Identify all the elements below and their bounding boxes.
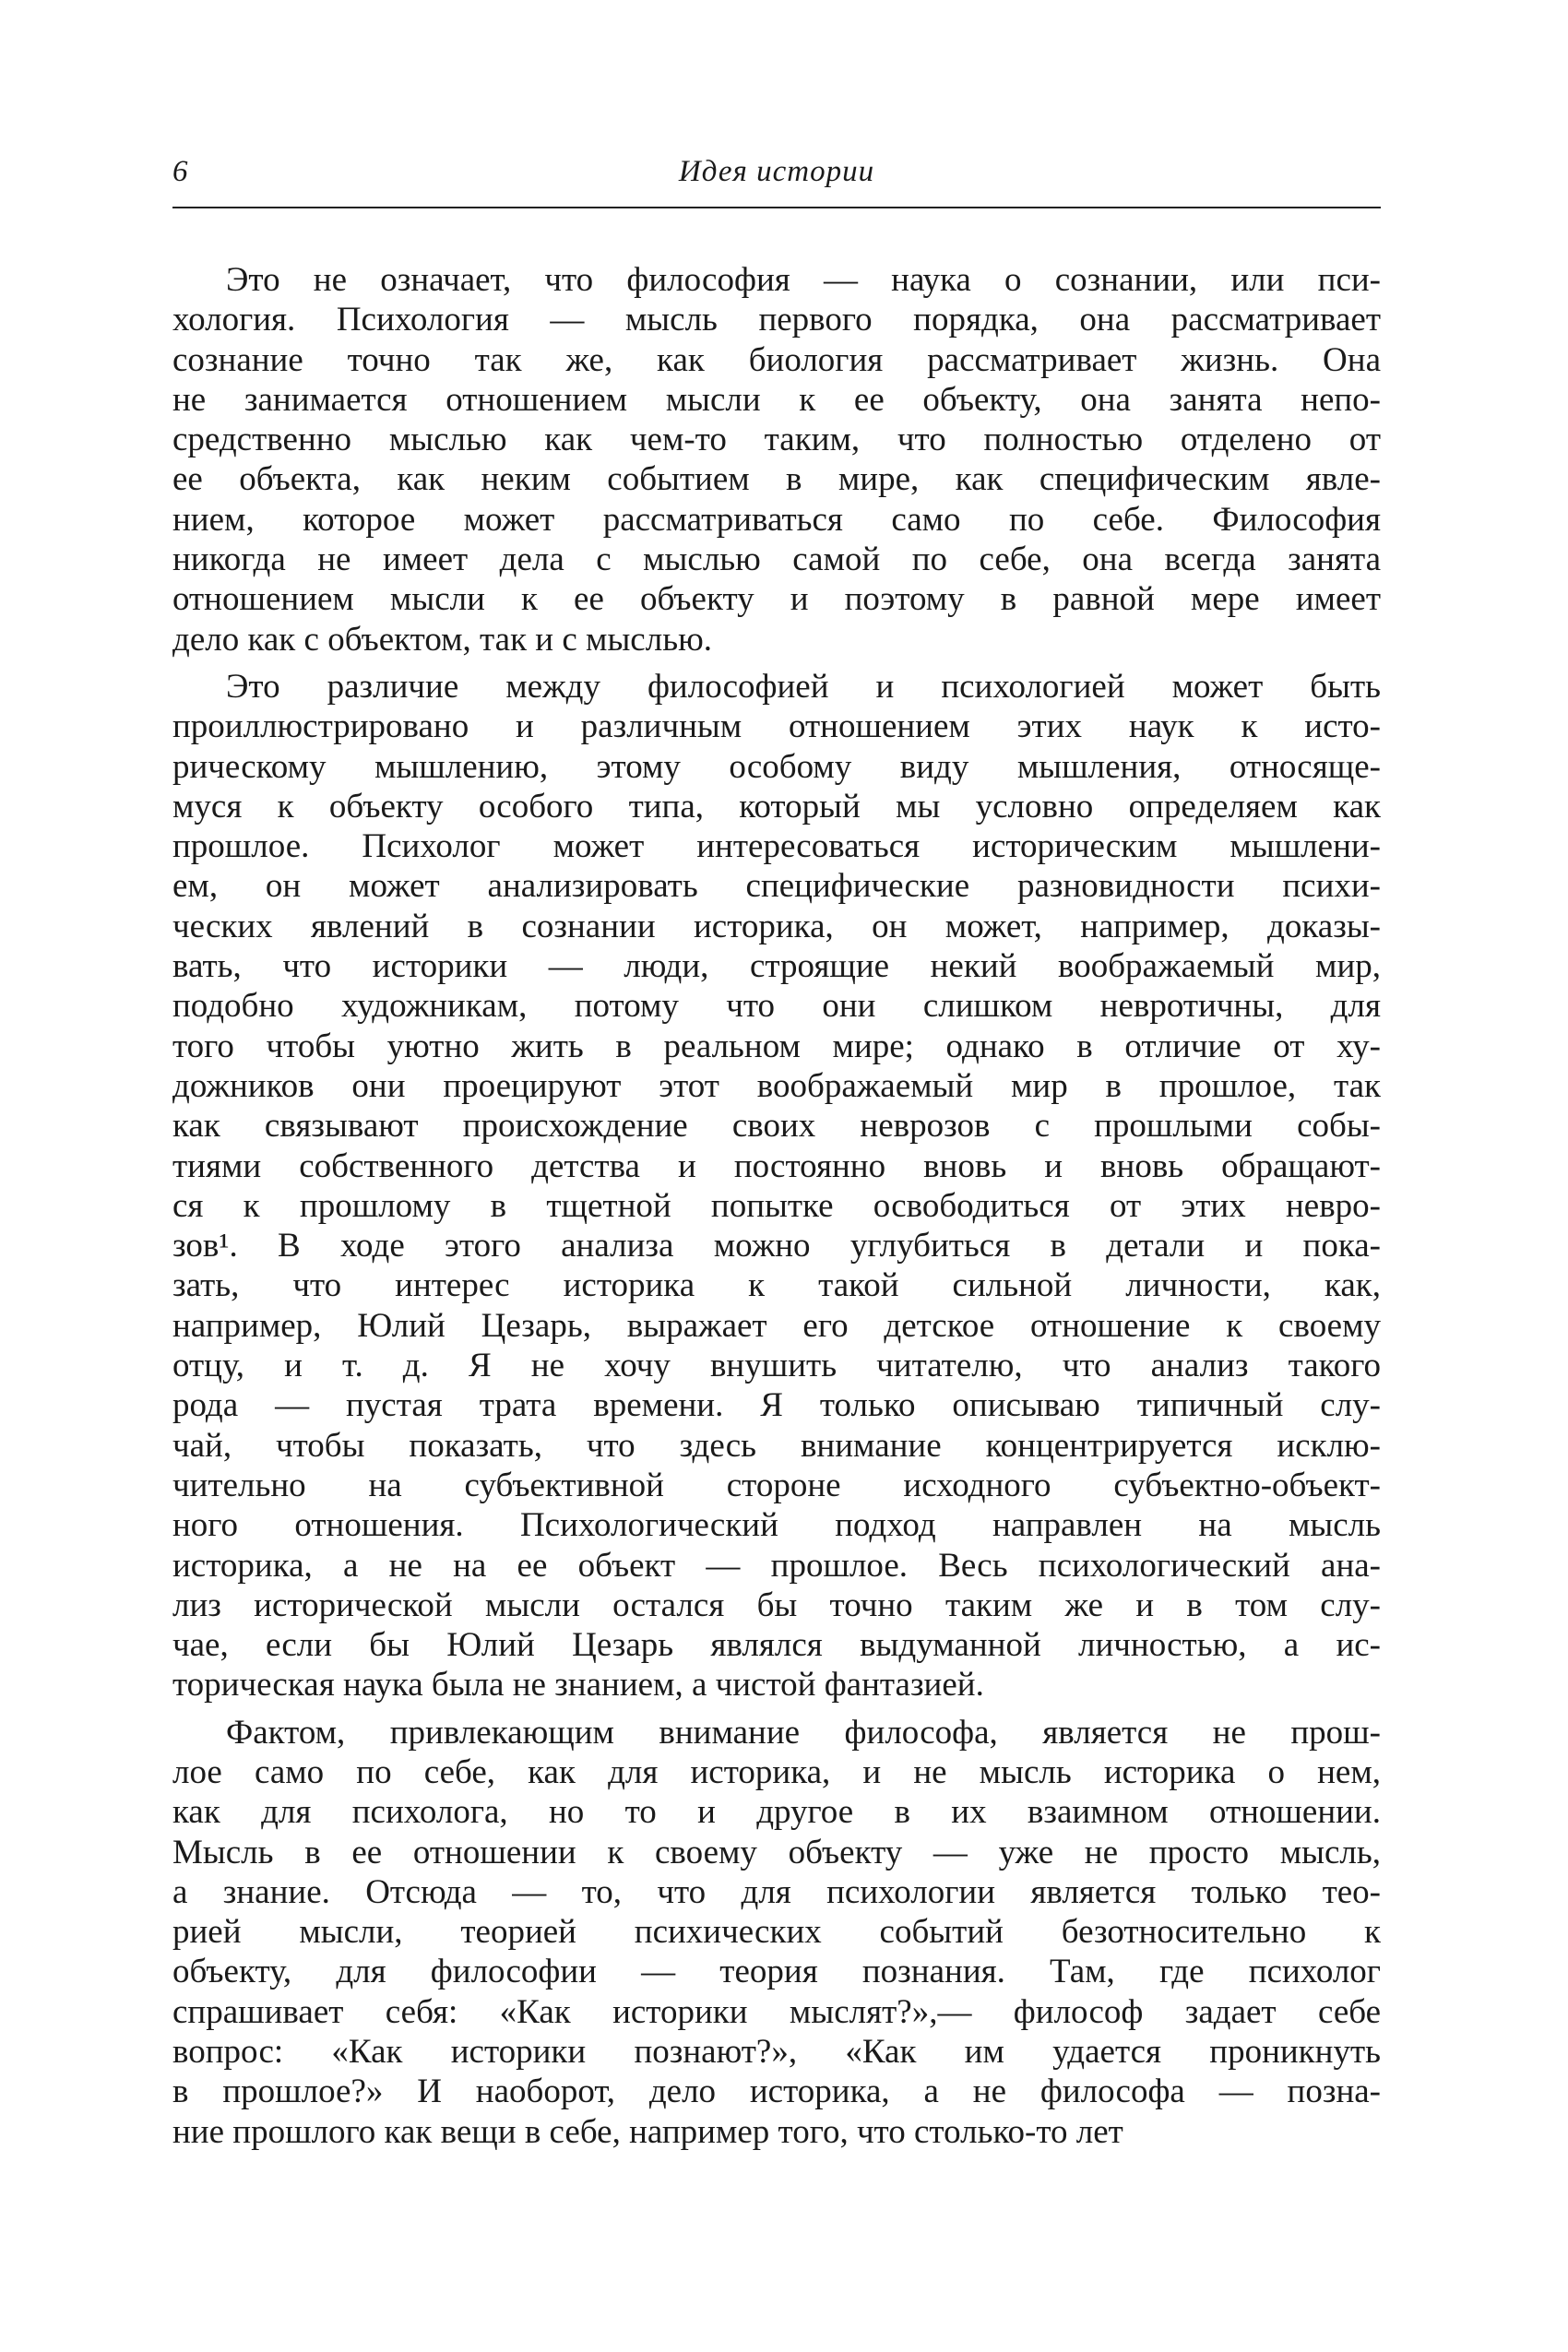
text-line: отцу, и т. д. Я не хочу внушить читателю, что анализ такого bbox=[172, 1347, 1381, 1385]
text-line: как связывают происхождение своих неврозов с прошлыми собы- bbox=[172, 1107, 1381, 1146]
text-line: зать, что интерес историка к такой сильной личности, как, bbox=[172, 1266, 1381, 1305]
text-line: как для психолога, но то и другое в их взаимном отношении. bbox=[172, 1793, 1381, 1832]
paragraph bbox=[172, 260, 1381, 659]
text-line: ем, он может анализировать специфические разновидности психи- bbox=[172, 867, 1381, 906]
text-line: Это не означает, что философия — наука о сознании, или пси- bbox=[226, 261, 1381, 299]
text-line: вопрос: «Как историки познают?», «Как им удается проникнуть bbox=[172, 2033, 1381, 2072]
text-line: торическая наука была не знанием, а чистой фантазией. bbox=[172, 1666, 984, 1705]
text-line: ся к прошлому в тщетной попытке освободиться от этих невро- bbox=[172, 1186, 1381, 1225]
text-line: нием, которое может рассматриваться само по себе. Философия bbox=[172, 500, 1381, 539]
text-line: в прошлое?» И наоборот, дело историка, а не философа — позна- bbox=[172, 2073, 1381, 2111]
body-text bbox=[172, 260, 1381, 2159]
text-line: чительно на субъективной стороне исходного субъектно-объект- bbox=[172, 1466, 1381, 1504]
text-line: муся к объекту особого типа, который мы условно определяем как bbox=[172, 787, 1381, 826]
text-line: лиз исторической мысли остался бы точно таким же и в том слу- bbox=[172, 1586, 1381, 1624]
text-line: ного отношения. Психологический подход направлен на мысль bbox=[172, 1506, 1381, 1545]
text-line: Это различие между философией и психологией может быть bbox=[226, 667, 1381, 706]
text-line: тиями собственного детства и постоянно вновь и вновь обращают- bbox=[172, 1146, 1381, 1185]
text-line: ние прошлого как вещи в себе, например того, что столько-то лет bbox=[172, 2112, 1123, 2151]
text-line: отношением мысли к ее объекту и поэтому в равной мере имеет bbox=[172, 580, 1381, 619]
running-title: Идея истории bbox=[678, 155, 875, 188]
text-line: не занимается отношением мысли к ее объекту, она занята непо- bbox=[172, 380, 1381, 419]
text-line: рией мысли, теорией психических событий безотносительно к bbox=[172, 1913, 1381, 1952]
text-line: дожников они проецируют этот воображаемый мир в прошлое, так bbox=[172, 1066, 1381, 1105]
running-head bbox=[172, 155, 1381, 203]
text-line: хология. Психология — мысль первого порядка, она рассматривает bbox=[172, 301, 1381, 339]
text-line: вать, что историки — люди, строящие некий воображаемый мир, bbox=[172, 947, 1381, 986]
paragraph bbox=[172, 667, 1381, 1705]
text-line: историка, а не на ее объект — прошлое. Весь психологический ана- bbox=[172, 1546, 1381, 1585]
page-number: 6 bbox=[172, 155, 188, 188]
text-line: рическому мышлению, этому особому виду мышления, относяще- bbox=[172, 747, 1381, 786]
text-line: чай, чтобы показать, что здесь внимание концентрируется исклю- bbox=[172, 1426, 1381, 1465]
text-line: подобно художникам, потому что они слишком невротичны, для bbox=[172, 987, 1381, 1026]
text-line: сознание точно так же, как биология рассматривает жизнь. Она bbox=[172, 340, 1381, 379]
text-line: никогда не имеет дела с мыслью самой по себе, она всегда занята bbox=[172, 540, 1381, 579]
text-line: спрашивает себя: «Как историки мыслят?»,— философ задает себе bbox=[172, 1992, 1381, 2031]
text-line: прошлое. Психолог может интересоваться историческим мышлени- bbox=[172, 827, 1381, 866]
paragraph bbox=[172, 1713, 1381, 2152]
header-rule bbox=[172, 207, 1381, 208]
text-line: Мысль в ее отношении к своему объекту — уже не просто мысль, bbox=[172, 1833, 1381, 1871]
text-line: Фактом, привлекающим внимание философа, является не прош- bbox=[226, 1713, 1381, 1752]
text-line: объекту, для философии — теория познания. Там, где психолог bbox=[172, 1953, 1381, 1991]
text-line: того чтобы уютно жить в реальном мире; однако в отличие от ху- bbox=[172, 1027, 1381, 1065]
text-line: ее объекта, как неким событием в мире, как специфическим явле- bbox=[172, 460, 1381, 499]
text-line: а знание. Отсюда — то, что для психологии является только тео- bbox=[172, 1872, 1381, 1911]
text-line: дело как с объектом, так и с мыслью. bbox=[172, 620, 712, 659]
text-line: проиллюстрировано и различным отношением этих наук к исто- bbox=[172, 707, 1381, 746]
text-line: лое само по себе, как для историка, и не мысль историка о нем, bbox=[172, 1752, 1381, 1791]
text-line: рода — пустая трата времени. Я только описываю типичный слу- bbox=[172, 1386, 1381, 1425]
text-line: ческих явлений в сознании историка, он может, например, доказы- bbox=[172, 907, 1381, 945]
text-line: средственно мыслью как чем-то таким, что полностью отделено от bbox=[172, 421, 1381, 459]
text-line: чае, если бы Юлий Цезарь являлся выдуманной личностью, а ис- bbox=[172, 1626, 1381, 1665]
text-line: зов¹. В ходе этого анализа можно углубиться в детали и пока- bbox=[172, 1227, 1381, 1265]
text-line: например, Юлий Цезарь, выражает его детское отношение к своему bbox=[172, 1306, 1381, 1345]
